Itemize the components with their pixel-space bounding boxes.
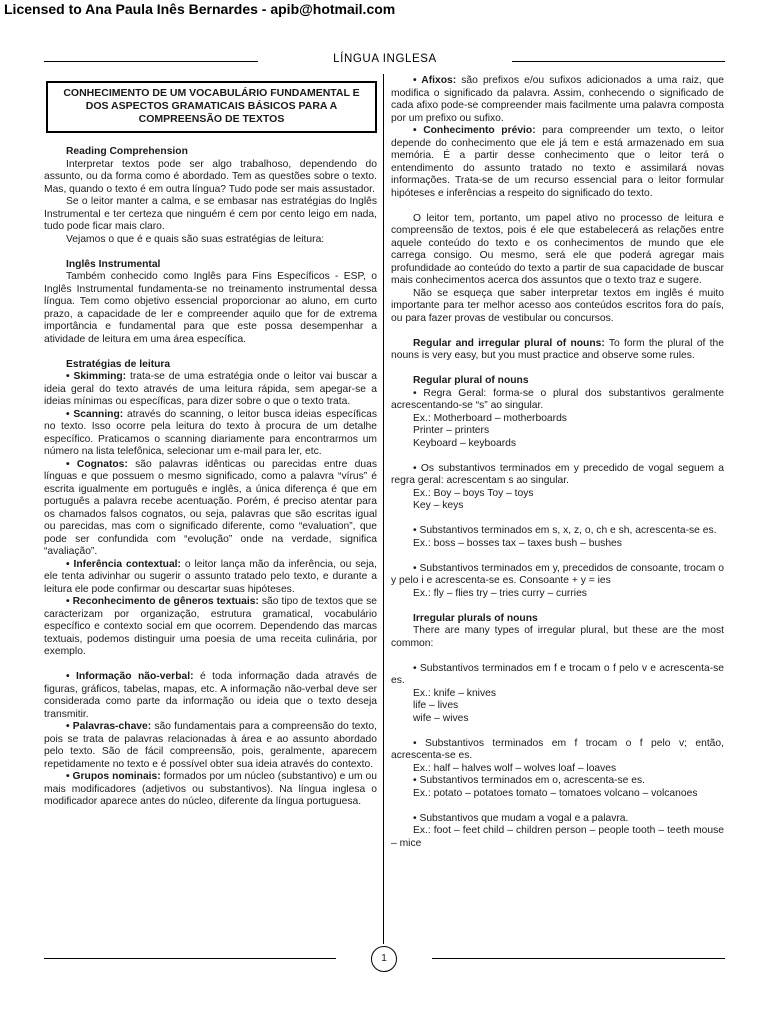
example: life – lives — [413, 700, 459, 711]
paragraph: Interpretar textos pode ser algo trabalhoso, dependendo do assunto, ou da forma como é abordado. Tem as questões sobre o texto. Mas, quando o texto é em outra língua? Tudo pode ser mais assustador. — [44, 158, 377, 195]
section-title: LÍNGUA INGLESA — [333, 53, 437, 65]
header-rule-left — [44, 61, 258, 62]
footer-rule-left — [44, 958, 336, 959]
rule-s-x-z: • Substantivos terminados em s, x, z, o, ch e sh, acrescenta-se es. — [413, 525, 717, 536]
example: wife – wives — [413, 712, 469, 724]
example: Ex.: fly – flies try – tries curry – curries — [413, 587, 587, 599]
heading-regular-plural: Regular plural of nouns — [413, 375, 529, 386]
example: Printer – printers — [413, 425, 490, 436]
example: Ex.: Boy – boys Toy – toys — [413, 487, 534, 499]
left-column — [44, 75, 377, 809]
license-watermark: Licensed to Ana Paula Inês Bernardes - apib@hotmail.com — [4, 1, 396, 17]
paragraph: Vejamos o que é e quais são suas estratégias de leitura: — [66, 233, 325, 245]
example: Ex.: knife – knives — [413, 687, 496, 699]
bullet-skimming: • Skimming: trata-se de uma estratégia onde o leitor vai buscar a ideia geral do texto através de uma leitura rápida, sem apegar-se a ideias mínimas ou específicas, para dizer sobre o que o texto trata. — [44, 371, 378, 407]
bullet-inferencia: • Inferência contextual: o leitor lança mão da inferência, ou seja, ele tenta adivinhar ou sugerir o assunto tratado pelo texto, e durante a leitura ele pode confirmar ou descartar suas hipóteses. — [44, 558, 377, 595]
footer-rule-right — [432, 958, 725, 959]
header-rule-right — [512, 61, 725, 62]
rule-y-consonant: • Substantivos terminados em y, precedidos de consoante, trocam o y pelo i e acrescenta-se es. Consoante + y = ies — [391, 562, 724, 586]
page-number: 1 — [371, 946, 397, 972]
bullet-conhecimento-previo: • Conhecimento prévio: para compreender um texto, o leitor depende do conhecimento que ele já tem e está armazenado em sua memória. É a partir desse conhecimento que o leitor terá o entendimento do assunto tratado no texto e assimilará novas informações. Trata-se de um recurso essencial para o leitor formular hipóteses e inferências a respeito do significado do texto. — [391, 125, 725, 199]
example: Keyboard – keyboards — [413, 437, 517, 449]
bullet-scanning: • Scanning: através do scanning, o leitor busca ideias específicas no texto. Isso ocorre pela leitura do texto à procura de um detalhe específico. Praticamos o scanning diariamente para encontrarmos um número na lista telefônica, selecionar um e-mail para ler, etc. — [44, 408, 377, 457]
example: Ex.: half – halves wolf – wolves loaf – loaves — [413, 762, 617, 774]
topic-box: CONHECIMENTO DE UM VOCABULÁRIO FUNDAMENTAL E DOS ASPECTOS GRAMATICAIS BÁSICOS PARA A COMPREENSÃO DE TEXTOS — [46, 81, 377, 133]
column-divider — [383, 74, 384, 944]
example: Ex.: boss – bosses tax – taxes bush – bushes — [413, 537, 622, 549]
right-column — [391, 75, 724, 850]
rule-vowel-change: • Substantivos que mudam a vogal e a palavra. — [413, 812, 629, 824]
example: Key – keys — [413, 500, 464, 511]
example: Ex.: Motherboard – motherboards — [413, 412, 567, 424]
example: Ex.: foot – feet child – children person – people tooth – teeth mouse – mice — [391, 825, 724, 849]
paragraph: Se o leitor manter a calma, e se embasar nas estratégias do Inglês Instrumental e ter certeza que ninguém é cem por cento leigo em nada, tudo pode ficar mais claro. — [44, 196, 377, 232]
example: Ex.: potato – potatoes tomato – tomatoes volcano – volcanoes — [413, 787, 698, 799]
bullet-palavras-chave: • Palavras-chave: são fundamentais para a compreensão do texto, pois se trata de palavras relacionadas à área e ao assunto abordado pelo texto. São de fácil compreensão, pois, geralmente, aparecem repetidamente no texto e é possível obter sua ideia através do contexto. — [44, 721, 378, 770]
rule-y-vowel: • Os substantivos terminados em y precedido de vogal seguem a regra geral: acrescentam s ao singular. — [391, 462, 724, 486]
paragraph: Também conhecido como Inglês para Fins Específicos - ESP, o Inglês Instrumental fundamenta-se no treinamento instrumental dessa língua. Tem como objetivo essencial proporcionar ao aluno, em curto prazo, a capacidade de ler e compreender aquilo que for de extrema importância e fundamental para que este possa desempenhar a atividade de leitura em uma área específica. — [44, 271, 377, 345]
heading-reading-comprehension: Reading Comprehension — [66, 146, 188, 157]
bullet-afixos: • Afixos: são prefixos e/ou sufixos adicionados a uma raiz, que modifica o significado da palavra. Assim, conhecendo o significado de cada afixo pode-se compreender mais facilmente uma palavra composta por um prefixo ou sufixo. — [391, 75, 724, 124]
rule-fe: • Substantivos terminados em f e trocam o f pelo v e acrescenta-se es. — [391, 662, 724, 686]
paragraph: Não se esqueça que saber interpretar textos em inglês é muito importante para ter melhor acesso aos conteúdos escritos fora do país, ou para fazer provas de vestibular ou concursos. — [391, 287, 724, 324]
heading-ingles-instrumental: Inglês Instrumental — [66, 258, 161, 270]
heading-irregular-plural: Irregular plurals of nouns — [413, 612, 538, 624]
rule-general: • Regra Geral: forma-se o plural dos substantivos geralmente acrescentando-se “s” ao singular. — [391, 387, 724, 411]
heading-estrategias: Estratégias de leitura — [66, 358, 171, 370]
bullet-cognatos: • Cognatos: são palavras idênticas ou parecidas entre duas línguas e que possuem o mesmo significado, como a palavra “vírus” é escrita igualmente em português e inglês, a única diferença é que em português a palavra recebe acentuação. Porém, é preciso atentar para os chamados falsos cognatos, ou seja, palavras que são escritas igual ou parecidas, mas com o significado diferente, como “evaluation”, que pode ser confundida com “evolução” onde na verdade, significa “avaliação”. — [44, 458, 378, 557]
rule-f: • Substantivos terminados em f trocam o f pelo v; então, acrescenta-se es. — [391, 737, 724, 761]
bullet-informacao-nao-verbal: • Informação não-verbal: é toda informação dada através de figuras, gráficos, tabelas, mapas, etc. A informação não-verbal deve ser considerada como parte da informação ou ideia que o texto deseja transmitir. — [44, 671, 377, 720]
regular-irregular-intro: Regular and irregular plural of nouns: To form the plural of the nouns is very easy, but you must practice and observe some rules. — [391, 337, 724, 361]
rule-o: • Substantivos terminados em o, acrescenta-se es. — [413, 775, 645, 786]
paragraph: O leitor tem, portanto, um papel ativo no processo de leitura e compreensão de textos, pois é ele que estabelecerá as relações entre aquele conteúdo do texto e os conhecimentos de mundo que ele carrega consigo. Ou mesmo, será ele que poderá agregar mais profundidade ao conteúdo do texto a partir de sua capacidade de buscar mais conhecimentos acerca dos assuntos que o texto traz e sugere. — [391, 212, 724, 286]
bullet-generos: • Reconhecimento de gêneros textuais: são tipo de textos que se caracterizam por organização, estrutura gramatical, vocabulário específico e contexto social em que ocorrem. Dependendo das marcas textuais, podemos distinguir uma poesia de uma receita culinária, por exemplo. — [44, 596, 377, 657]
bullet-grupos-nominais: • Grupos nominais: formados por um núcleo (substantivo) e um ou mais modificadores (adjetivos ou substantivos). Na língua inglesa o modificador aparece antes do núcleo, diferente da língua portuguesa. — [44, 771, 377, 807]
paragraph: There are many types of irregular plural, but these are the most common: — [391, 625, 724, 649]
